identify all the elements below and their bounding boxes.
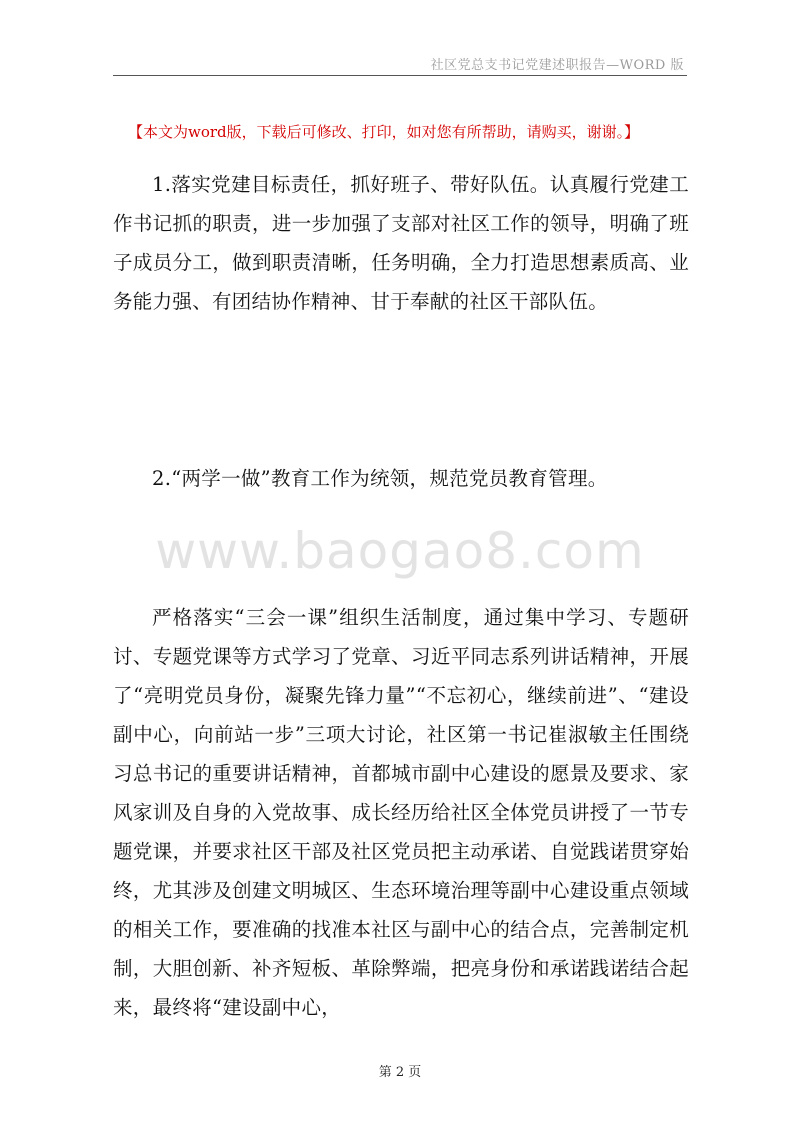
header-divider <box>113 75 687 76</box>
page-number: 第 2 页 <box>378 1065 422 1080</box>
paragraph-1: 1.落实党建目标责任，抓好班子、带好队伍。认真履行党建工作书记抓的职责，进一步加强了支部对社区工作的领导，明确了班子成员分工，做到职责清晰，任务明确，全力打造思想素质高、业务能力强、有团结协作精神、甘于奉献的社区干部队伍。 <box>113 173 689 313</box>
paragraph-3: 严格落实“三会一课”组织生活制度，通过集中学习、专题研讨、专题党课等方式学习了党章、习近平同志系列讲话精神，开展了“亮明党员身份，凝聚先锋力量”“不忘初心，继续前进”、“建设副中心，向前站一步”三项大讨论，社区第一书记崔淑敏主任围绕习总书记的重要讲话精神，首都城市副中心建设的愿景及要求、家风家训及自身的入党故事、成长经历给社区全体党员讲授了一节专题党课，并要求社区干部及社区党员把主动承诺、自觉践诺贯穿始终，尤其涉及创建文明城区、生态环境治理等副中心建设重点领域的相关工作，要准确的找准本社区与副中心的结合点，完善制定机制，大胆创新、补齐短板、革除弊端，把亮身份和承诺践诺结合起来，最终将“建设副中心， <box>113 606 689 1019</box>
download-notice: 【本文为word版，下载后可修改、打印，如对您有所帮助，请购买，谢谢。】 <box>128 123 640 141</box>
watermark-text: www.baogao8.com <box>155 522 645 580</box>
paragraph-2: 2.“两学一做”教育工作为统领，规范党员教育管理。 <box>152 467 608 490</box>
page-header-title: 社区党总支书记党建述职报告—WORD 版 <box>430 58 684 73</box>
